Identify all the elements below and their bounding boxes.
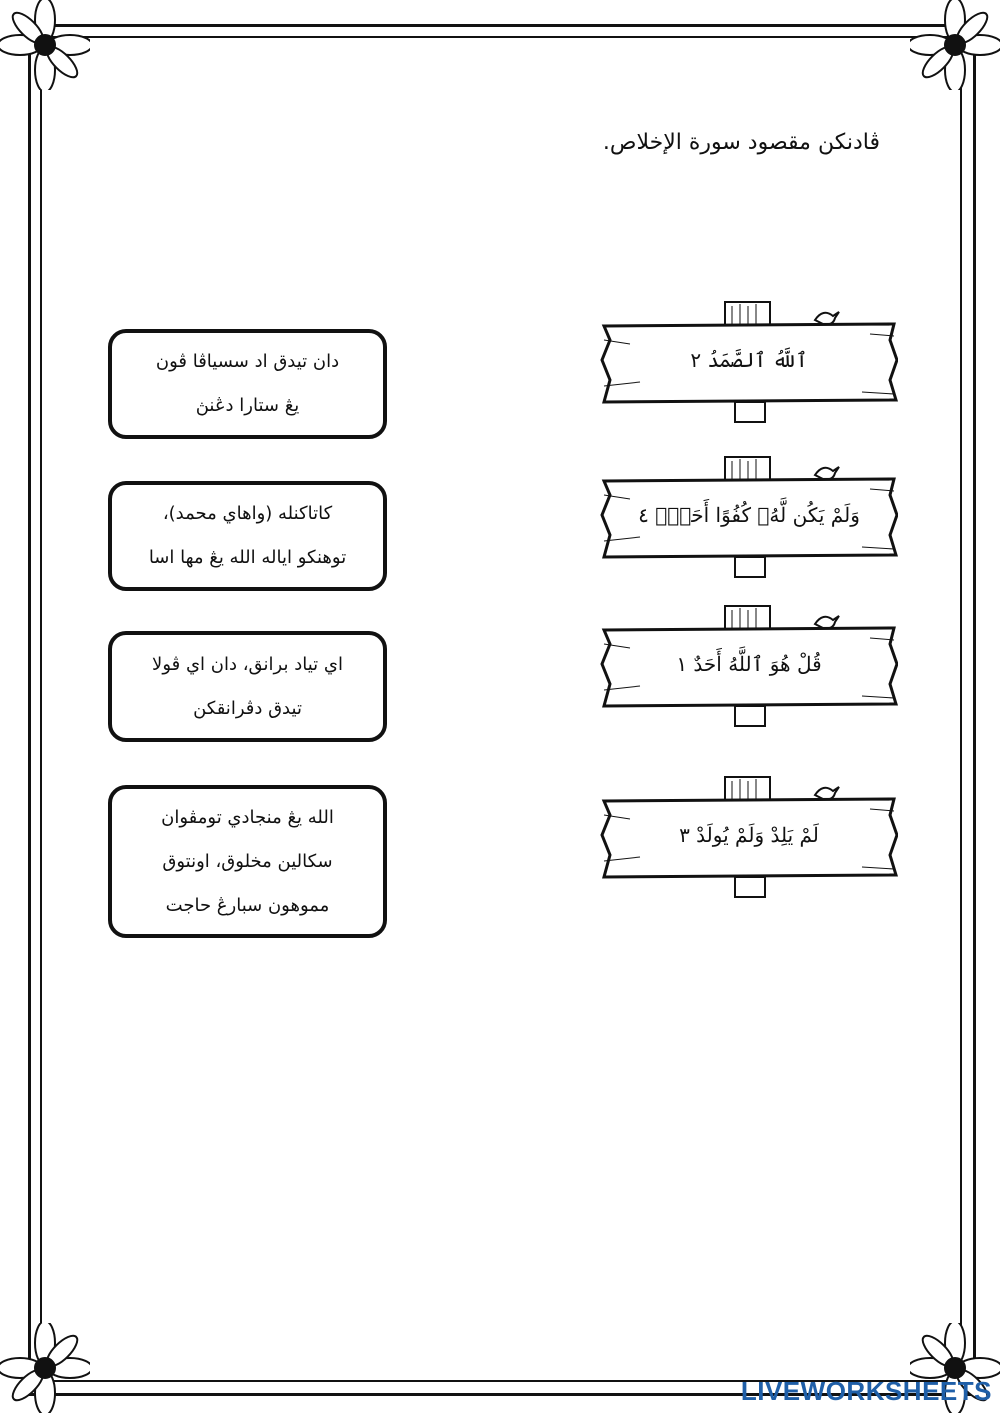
verse-sign-4[interactable]: [600, 775, 898, 905]
verse-sign-2[interactable]: [600, 455, 898, 585]
flower-corner-icon: [910, 0, 1000, 90]
meaning-line: دان تيدق اد سسياڤا ڤون: [155, 351, 340, 372]
verse-text: قُلْ هُوَ ٱللَّهُ أَحَدٌ ١: [676, 652, 822, 676]
meaning-line: يڠ ستارا دڠنڽ: [195, 395, 300, 416]
worksheet-instruction: ڤادنكن مقصود سورة الإخلاص.: [602, 130, 880, 155]
meaning-box-3[interactable]: [108, 631, 387, 742]
meaning-line: كاتاكنله (واهاي محمد)،: [162, 503, 333, 524]
meaning-line: اي تياد برانق، دان اي ڤولا: [152, 653, 343, 675]
meaning-box-1[interactable]: [108, 329, 387, 439]
liveworksheets-logo: LIVEWORKSHEETS: [740, 1376, 992, 1406]
flower-corner-icon: [0, 1323, 90, 1413]
meaning-line: الله يڠ منجادي تومڤوان: [161, 806, 334, 828]
verse-text: ٱللَّهُ ٱلصَّمَدُ ٢: [690, 348, 808, 372]
meaning-line: سكالين مخلوق، اونتوق: [162, 850, 333, 872]
meaning-line: مموهون سبارڠ حاجت: [165, 894, 330, 916]
flower-corner-icon: [0, 0, 90, 90]
verse-sign-1[interactable]: [600, 300, 898, 430]
meaning-line: توهنكو اياله الله يڠ مها اسا: [148, 547, 347, 568]
meaning-box-2[interactable]: [108, 481, 387, 591]
verse-text: وَلَمْ يَكُن لَّهُۥ كُفُوًا أَحَدٌۢ ٤: [638, 503, 860, 527]
meaning-box-4[interactable]: [108, 785, 387, 938]
meaning-line: تيدق دڤرانقكن: [193, 697, 302, 719]
verse-sign-3[interactable]: [600, 604, 898, 734]
verse-text: لَمْ يَلِدْ وَلَمْ يُولَدْ ٣: [679, 823, 819, 847]
